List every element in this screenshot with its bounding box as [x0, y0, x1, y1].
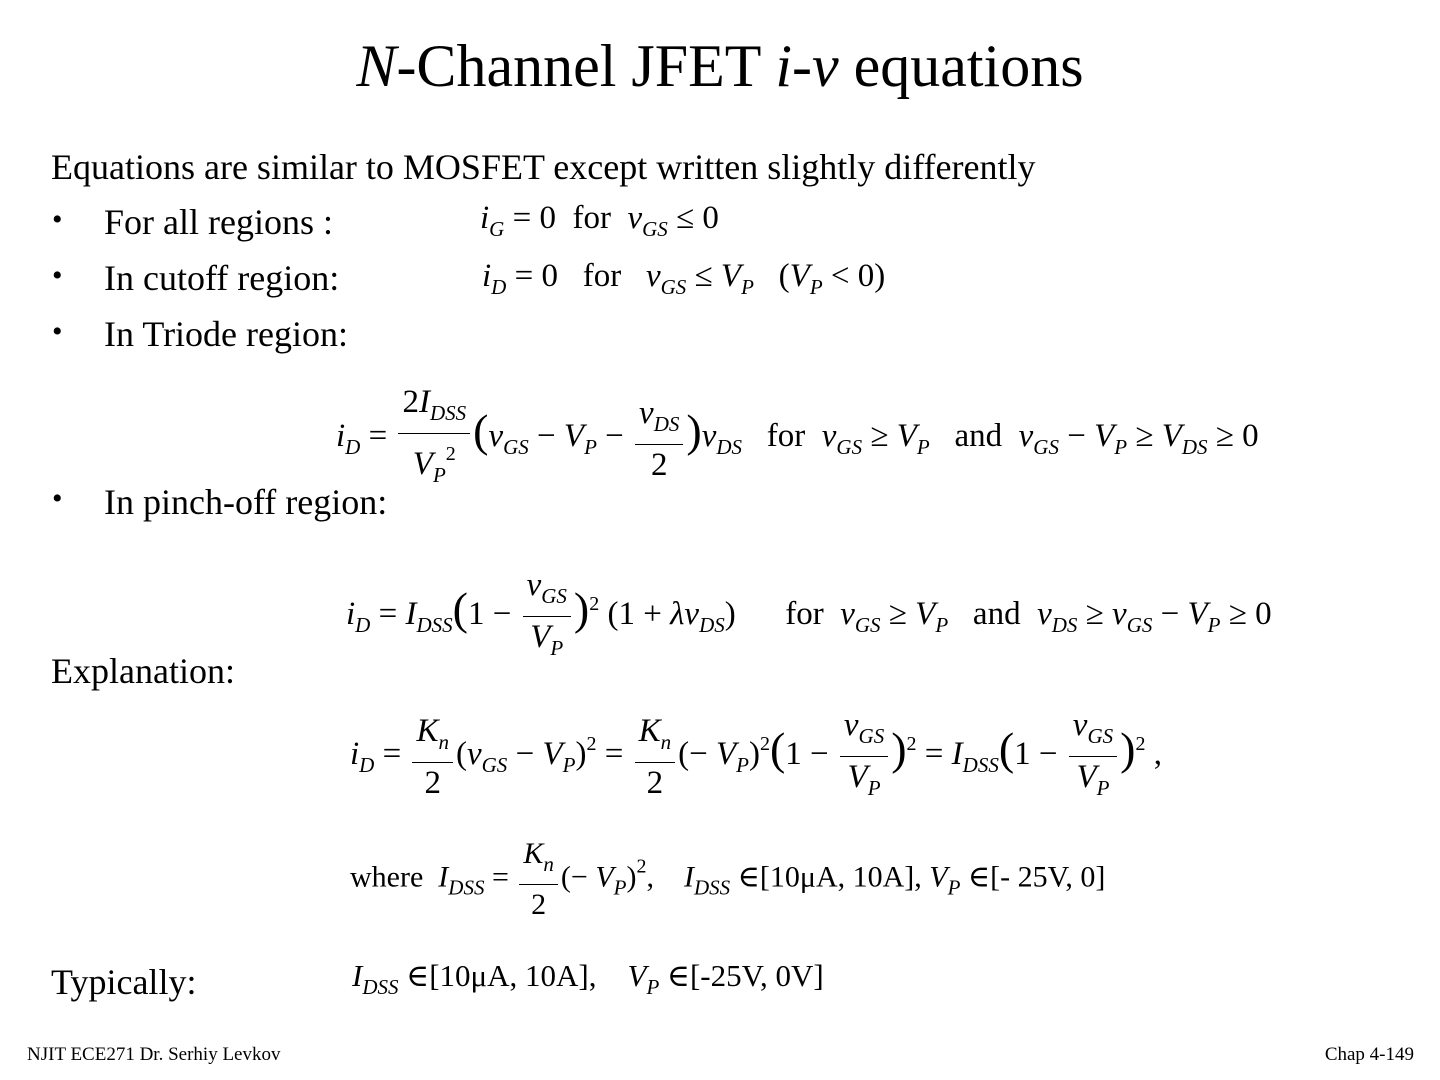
equation-all-regions: $i_G = 0$ for $v_{GS} \le 0$ — [480, 200, 719, 241]
footer-course: NJIT ECE271 Dr. Serhiy Levkov — [27, 1044, 281, 1065]
equation-triode: $i_D$ = $\frac{2I_{DSS}}{V_P^2}$ ($v_{GS} - V_P$ − $\frac{v_{DS}}{2}$ )$v_{DS}$ for $v_{GS} \ge V_P$ and $v_{GS} - V_P \ge V_{DS} \ge 0$ — [336, 384, 1259, 487]
intro-text: Equations are similar to MOSFET except written slightly differently — [51, 147, 1036, 187]
page-title: N-Channel JFET i-v equations — [356, 33, 1084, 99]
bullet-2-marker: • — [52, 259, 63, 292]
bullet-triode: In Triode region: — [104, 314, 349, 354]
typically-heading: Typically: — [51, 962, 197, 1002]
explanation-heading: Explanation: — [51, 651, 235, 691]
bullet-1-marker: • — [52, 203, 63, 236]
bullet-all-regions: For all regions : — [104, 202, 333, 242]
equation-cutoff: $i_D = 0$ for $v_{GS} \le V_P$ $(V_P < 0)$ — [482, 258, 886, 299]
bullet-cutoff: In cutoff region: — [104, 258, 340, 298]
bullet-pinch-off: In pinch-off region: — [104, 482, 388, 522]
bullet-4-marker: • — [52, 482, 63, 515]
equation-explanation: $i_D$ = $\frac{K_n}{2}$ $(v_{GS} - V_P)^2$ = $\frac{K_n}{2}$ (− $V_P)^2(1$ − $\frac{v_{GS}}{V_P}$ )$^2 = I_{DSS}(1$ − $\frac{v_{GS}}{V_P}$ )$^2$ , — [350, 707, 1162, 801]
equation-where: where $I_{DSS}$ = $\frac{K_n}{2}$ (− $V_P)^2$, $I_{DSS}$ ∈[10μA, 10A], $V_P$ ∈[- 25V, 0] — [350, 834, 1105, 925]
equation-typical-ranges: $I_{DSS}$ ∈[10μA, 10A], $V_P$ ∈[-25V, 0V] — [352, 958, 824, 999]
bullet-3-marker: • — [52, 315, 63, 348]
footer-page-number: Chap 4-149 — [1324, 1044, 1414, 1065]
equation-pinch-off: $i_D = I_{DSS}(1$ − $\frac{v_{GS}}{V_P}$ )$^2$ $(1 + \lambda v_{DS})$ for $v_{GS} \ge V_P$ and $v_{DS} \ge v_{GS} - V_P \ge 0$ — [346, 567, 1272, 660]
